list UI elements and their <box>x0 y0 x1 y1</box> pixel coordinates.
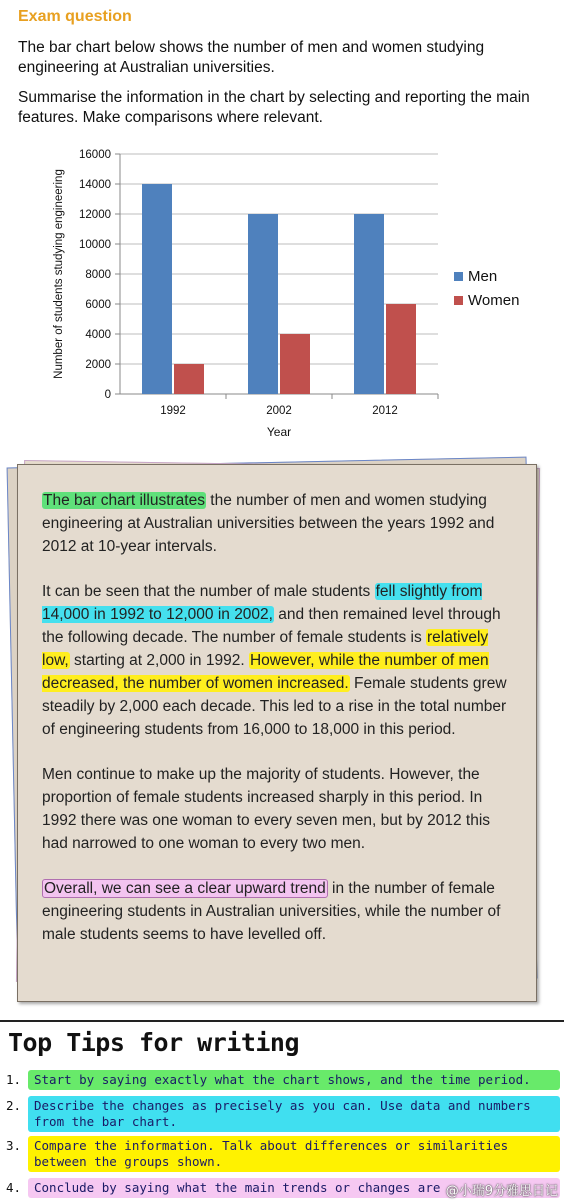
bar-men-2012 <box>354 214 384 394</box>
bar-chart <box>40 140 540 445</box>
paragraph-details <box>42 580 520 741</box>
highlight-conclusion: Overall, we can see a clear upward trend <box>44 880 326 897</box>
y-tick-label: 16000 <box>79 149 111 161</box>
bar-women-1992 <box>174 364 204 394</box>
tip-text: Compare the information. Talk about differences or similarities between the groups shown. <box>28 1136 560 1172</box>
bar-women-2002 <box>280 334 310 394</box>
paragraph-text: It can be seen that the number of male students <box>42 583 375 600</box>
tip-number: 2. <box>6 1098 22 1113</box>
tip-number: 3. <box>6 1138 22 1153</box>
y-tick-label: 6000 <box>85 299 111 311</box>
y-tick-label: 10000 <box>79 239 111 251</box>
y-tick-label: 14000 <box>79 179 111 191</box>
model-answer-text <box>42 489 520 968</box>
y-tick-label: 2000 <box>85 359 111 371</box>
highlight-comparison: However, while the number of men decreased, the number of women increased. <box>42 652 489 692</box>
exam-question-heading: Exam question <box>18 8 132 25</box>
tip-text: Describe the changes as precisely as you can. Use data and numbers from the bar chart. <box>28 1096 560 1132</box>
question-task: Summarise the information in the chart by selecting and reporting the main features. Make comparisons where relevant. <box>18 89 530 126</box>
bar-men-1992 <box>142 184 172 394</box>
highlight-introduction: The bar chart illustrates <box>43 492 205 509</box>
x-tick-label: 2012 <box>372 405 398 417</box>
section-divider <box>0 1020 564 1022</box>
watermark: @小瑞9分雅思日记 <box>445 1184 558 1199</box>
x-tick-label: 2002 <box>266 405 292 417</box>
paragraph-conclusion <box>42 877 520 946</box>
highlight-data: fell slightly from 14,000 in 1992 to 12,000 in 2002, <box>42 583 483 623</box>
highlight-comparison: relatively low, <box>42 629 489 669</box>
paragraph-text: starting at 2,000 in 1992. <box>69 652 249 669</box>
y-tick-label: 4000 <box>85 329 111 341</box>
y-tick-label: 12000 <box>79 209 111 221</box>
tips-title: Top Tips for writing <box>8 1028 300 1057</box>
x-tick-label: 1992 <box>160 405 186 417</box>
model-answer-card <box>17 464 537 1002</box>
paragraph-text: and then remained level through the following decade. The number of female students is <box>42 606 501 646</box>
x-axis-label: Year <box>266 425 292 439</box>
legend-swatch-women <box>454 296 463 305</box>
tip-text: Conclude by saying what the main trends or changes are <box>28 1178 560 1198</box>
tip-text: Start by saying exactly what the chart shows, and the time period. <box>28 1070 560 1090</box>
paragraph-proportion: Men continue to make up the majority of students. However, the proportion of female students increased sharply in this period. In 1992 there was one woman to every seven men, but by 2012 this had narrowed to one woman to every two men. <box>42 766 491 852</box>
paragraph-text: in the number of female engineering students in Australian universities, while the number of male students seems to have levelled off. <box>42 880 501 943</box>
y-tick-label: 8000 <box>85 269 111 281</box>
bar-women-2012 <box>386 304 416 394</box>
paragraph-text: the number of men and women studying engineering at Australian universities between the years 1992 and 2012 at 10-year intervals. <box>42 492 495 555</box>
legend-label: Men <box>468 268 498 285</box>
tip-number: 4. <box>6 1180 22 1195</box>
question-intro: The bar chart below shows the number of men and women studying engineering at Australian universities. <box>18 39 485 76</box>
paragraph-text: Female students grew steadily by 2,000 each decade. This led to a rise in the total number of engineering students from 16,000 to 18,000 in this period. <box>42 675 507 738</box>
legend-swatch-men <box>454 272 463 281</box>
y-tick-label: 0 <box>104 389 111 401</box>
tip-number: 1. <box>6 1072 22 1087</box>
bar-men-2002 <box>248 214 278 394</box>
paragraph-intro <box>42 489 520 558</box>
legend-label: Women <box>468 292 520 309</box>
y-axis-label: Number of students studying engineering <box>53 169 65 379</box>
